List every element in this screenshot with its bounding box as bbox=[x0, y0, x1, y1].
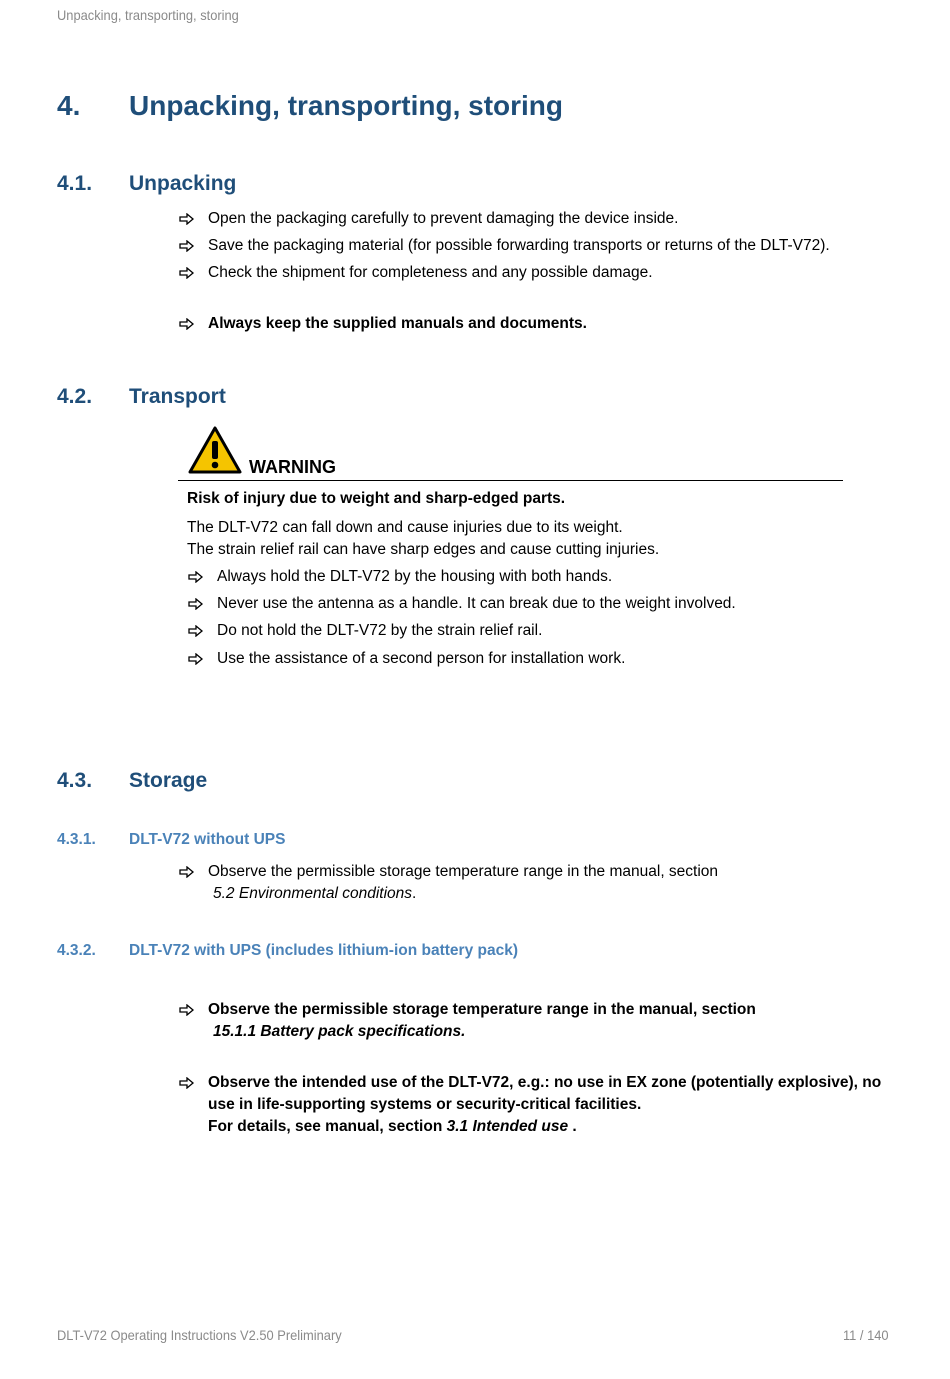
arrow-bullet-icon bbox=[179, 213, 195, 225]
section-title-transport: Transport bbox=[129, 385, 226, 408]
arrow-bullet-icon bbox=[188, 653, 204, 665]
chapter-title: Unpacking, transporting, storing bbox=[129, 90, 564, 121]
arrow-bullet-icon bbox=[179, 240, 195, 252]
arrow-bullet-icon bbox=[179, 267, 195, 279]
intended-use-reference bbox=[208, 1116, 577, 1138]
warning-item: Never use the antenna as a handle. It can break due to the weight involved. bbox=[217, 595, 736, 612]
warning-divider bbox=[178, 480, 843, 481]
arrow-bullet-icon bbox=[179, 866, 195, 878]
storage-instruction: Observe the permissible storage temperature range in the manual, section bbox=[208, 863, 719, 880]
section-title-storage: Storage bbox=[129, 769, 208, 792]
reference-prefix: For details, see manual, section bbox=[208, 1118, 447, 1135]
section-reference-link[interactable]: 15.1.1 Battery pack specifications. bbox=[213, 1023, 466, 1040]
arrow-bullet-icon bbox=[188, 571, 204, 583]
unpacking-item: Check the shipment for completeness and any possible damage. bbox=[208, 264, 653, 281]
unpacking-note: Always keep the supplied manuals and documents. bbox=[208, 315, 587, 332]
section-number-storage: 4.3. bbox=[57, 769, 93, 792]
intended-use-note: use in life-supporting systems or security-critical facilities. bbox=[208, 1096, 642, 1113]
footer-doc-title: DLT-V72 Operating Instructions V2.50 Preliminary bbox=[57, 1327, 342, 1343]
section-reference-link[interactable]: 3.1 Intended use bbox=[446, 1118, 569, 1135]
section-title-unpacking: Unpacking bbox=[129, 172, 237, 195]
arrow-bullet-icon bbox=[188, 598, 204, 610]
section-reference bbox=[213, 883, 416, 905]
warning-item: Do not hold the DLT-V72 by the strain relief rail. bbox=[217, 622, 543, 639]
reference-terminator: . bbox=[568, 1118, 577, 1135]
unpacking-item: Save the packaging material (for possible forwarding transports or returns of the DLT-V72). bbox=[208, 237, 830, 254]
arrow-bullet-icon bbox=[179, 1004, 195, 1016]
subsection-title-without-ups: DLT-V72 without UPS bbox=[129, 831, 286, 848]
arrow-bullet-icon bbox=[179, 318, 195, 330]
warning-item: Always hold the DLT-V72 by the housing with both hands. bbox=[217, 568, 613, 585]
warning-triangle-icon bbox=[187, 425, 243, 475]
unpacking-item: Open the packaging carefully to prevent damaging the device inside. bbox=[208, 210, 679, 227]
arrow-bullet-icon bbox=[179, 1077, 195, 1089]
subsection-title-with-ups: DLT-V72 with UPS (includes lithium-ion battery pack) bbox=[129, 942, 518, 959]
warning-item: Use the assistance of a second person for installation work. bbox=[217, 650, 626, 667]
footer-page-number: 11 / 140 bbox=[843, 1327, 889, 1343]
storage-instruction: Observe the permissible storage temperature range in the manual, section bbox=[208, 1001, 756, 1018]
chapter-number: 4. bbox=[57, 90, 81, 121]
section-number-unpacking: 4.1. bbox=[57, 172, 93, 195]
section-number-transport: 4.2. bbox=[57, 385, 93, 408]
warning-label: WARNING bbox=[249, 457, 336, 477]
warning-text: The DLT-V72 can fall down and cause injuries due to its weight. bbox=[187, 519, 623, 536]
reference-terminator: . bbox=[412, 885, 417, 902]
arrow-bullet-icon bbox=[188, 625, 204, 637]
intended-use-note: Observe the intended use of the DLT-V72, e.g.: no use in EX zone (potentially explosive), no bbox=[208, 1074, 882, 1091]
warning-text: The strain relief rail can have sharp edges and cause cutting injuries. bbox=[187, 541, 660, 558]
subsection-number-without-ups: 4.3.1. bbox=[57, 831, 96, 848]
subsection-number-with-ups: 4.3.2. bbox=[57, 942, 96, 959]
warning-headline: Risk of injury due to weight and sharp-edged parts. bbox=[187, 490, 566, 507]
section-reference-link[interactable]: 5.2 Environmental conditions bbox=[213, 885, 413, 902]
running-header: Unpacking, transporting, storing bbox=[57, 7, 239, 23]
